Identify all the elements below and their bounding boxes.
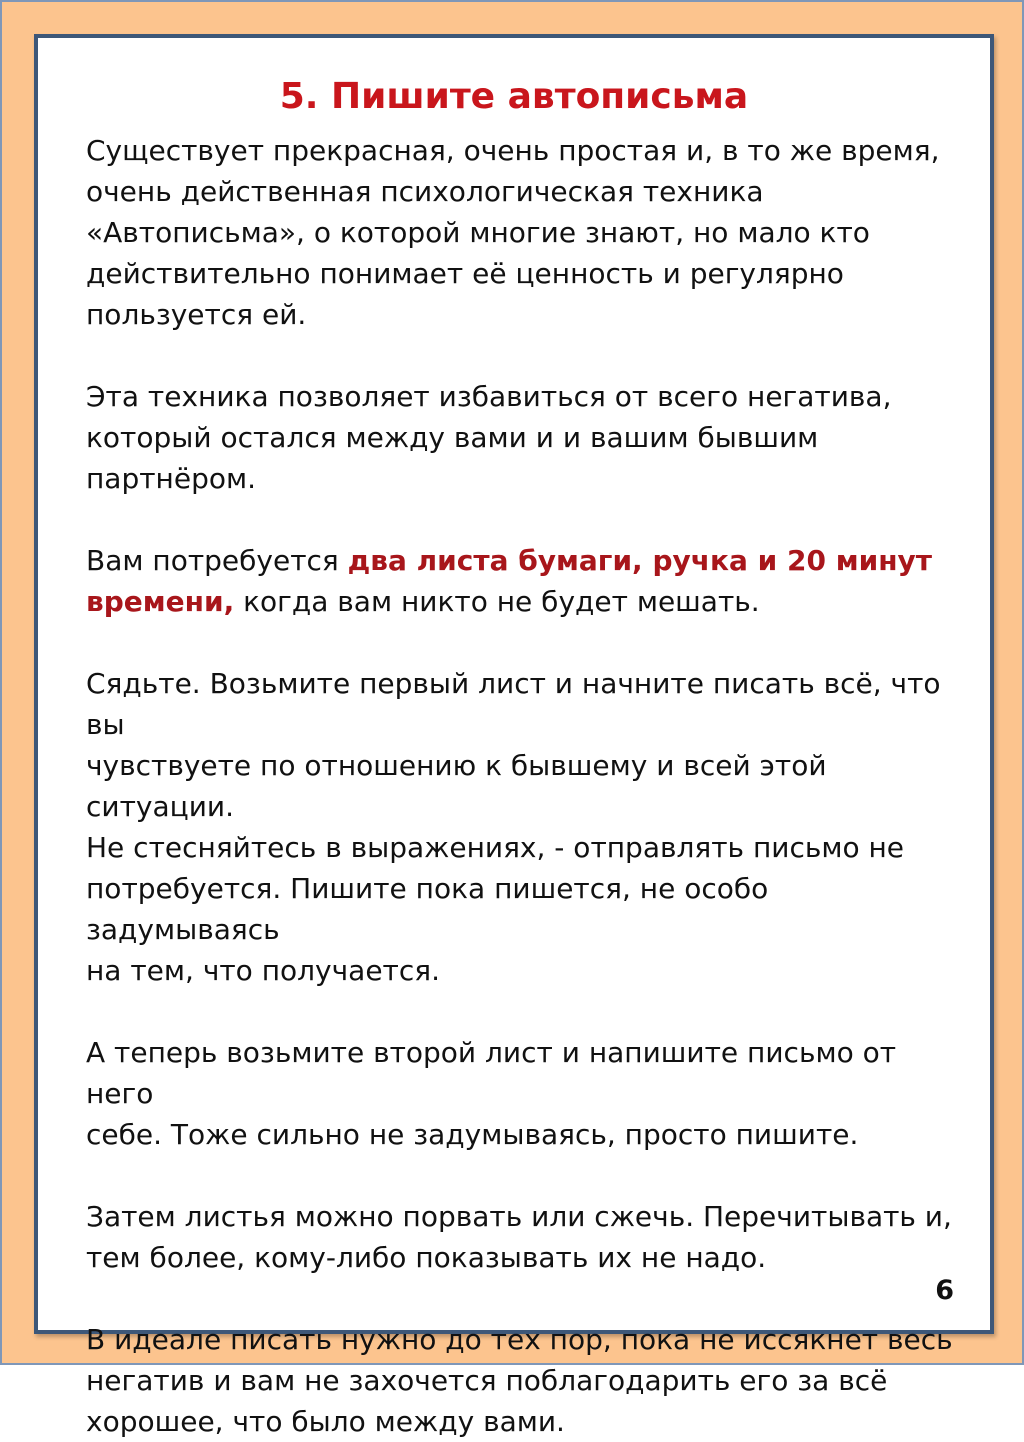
body-text (86, 130, 966, 1442)
paragraph-conclusion: В идеале писать нужно до тех пор, пока не иссякнет весь негатив и вам не захочется поблагодарить его за всё хорошее, что было между вами. (86, 1323, 953, 1438)
requirements-highlight: два листа бумаги, ручка и 20 минут времени, (86, 544, 933, 618)
paragraph-step-two: А теперь возьмите второй лист и напишите письмо от него себе. Тоже сильно не задумываясь, просто пишите. (86, 1036, 897, 1151)
paragraph-step-three: Затем листья можно порвать или сжечь. Перечитывать и, тем более, кому-либо показывать их не надо. (86, 1200, 952, 1274)
page-title: 5. Пишите автописьма (279, 76, 749, 117)
paragraph-step-one: Сядьте. Возьмите первый лист и начните писать всё, что вы чувствуете по отношению к бывшему и всей этой ситуации. Не стесняйтесь в выражениях, - отправлять письмо не потребуется. Пишите пока пишется, не особо задумываясь на тем, что получается. (86, 667, 941, 987)
requirements-before: Вам потребуется (86, 544, 348, 577)
paragraph-intro: Существует прекрасная, очень простая и, в то же время, очень действенная психологическая техника «Автописьма», о которой многие знают, но мало кто действительно понимает её ценность и регулярно пользуется ей. (86, 134, 940, 331)
page-number: 6 (935, 1275, 954, 1306)
paragraph-requirements (86, 540, 966, 622)
content-panel (34, 34, 994, 1438)
requirements-after: когда вам никто не будет мешать. (234, 585, 760, 618)
paragraph-purpose: Эта техника позволяет избавиться от всего негатива, который остался между вами и и вашим бывшим партнёром. (86, 380, 892, 495)
